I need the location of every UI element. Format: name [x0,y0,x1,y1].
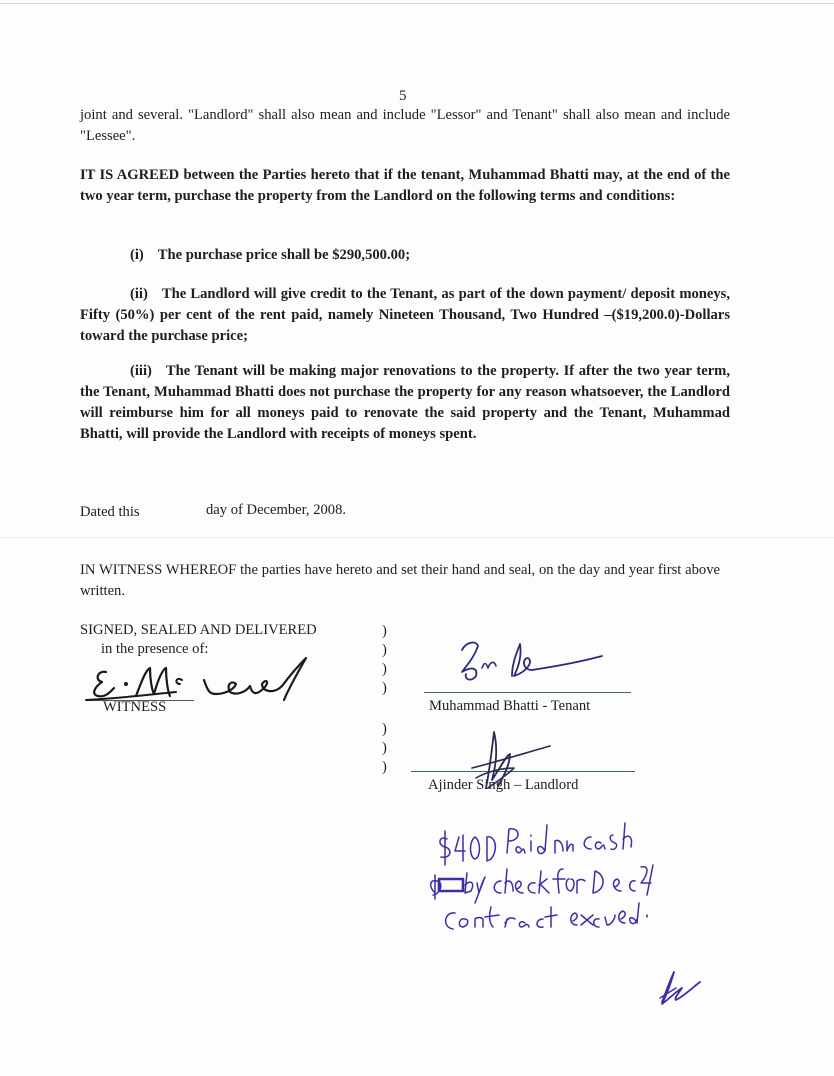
paren: ) [382,759,387,775]
witness-signature [84,650,324,710]
term-i [80,245,730,266]
paren: ) [382,680,387,696]
term-text: The Landlord will give credit to the Tenant, as part of the down payment/ deposit moneys, Fifty (50%) per cent of the rent paid, namely Nineteen Thousand, Two Hundred –($19,200.0)-Dollars toward the purchase price; [80,286,730,344]
paren: ) [382,721,387,737]
paren: ) [382,740,387,756]
paren: ) [382,623,387,639]
dated-prefix: Dated this [80,504,140,520]
witness-clause: IN WITNESS WHEREOF the parties have hereto and set their hand and seal, on the day and year first above written. [80,562,720,599]
term-number: (ii) [130,286,148,302]
term-ii [80,284,730,347]
initials-mark [656,968,716,1008]
paren: ) [382,642,387,658]
paren: ) [382,661,387,677]
scan-edge-line [0,3,834,4]
fold-crease [0,537,834,538]
term-text: The Tenant will be making major renovations to the property. If after the two year term, the Tenant, Muhammad Bhatti does not purchase the property for any reason whatsoever, the Landlord will reimburse him for all moneys paid to renovate the said property and the Tenant, Muhammad Bhatti, will provide the Landlord with receipts of moneys spent. [80,363,730,442]
page-number: 5 [399,88,407,104]
continuation-paragraph: joint and several. "Landlord" shall also mean and include "Lessor" and Tenant" shall also mean and include "Lessee". [80,107,730,144]
term-text: The purchase price shall be $290,500.00; [157,247,411,263]
dated-suffix: day of December, 2008. [206,502,347,518]
term-iii [80,361,730,445]
term-number: (iii) [130,363,152,379]
presence-label: in the presence of: [101,641,209,657]
witness-label: WITNESS [103,699,167,715]
tenant-signature [448,632,608,692]
landlord-label: Ajinder Singh – Landlord [428,777,579,793]
signed-sealed-label: SIGNED, SEALED AND DELIVERED [80,622,317,638]
agreement-intro: IT IS AGREED between the Parties hereto that if the tenant, Muhammad Bhatti may, at the end of the two year term, purchase the property from the Landlord on the following terms and conditions: [80,167,730,204]
handwritten-payment-note [425,815,665,935]
tenant-label: Muhammad Bhatti - Tenant [429,698,591,714]
landlord-signature [466,728,566,798]
tenant-signature-line [424,692,631,693]
term-number: (i) [130,247,144,263]
